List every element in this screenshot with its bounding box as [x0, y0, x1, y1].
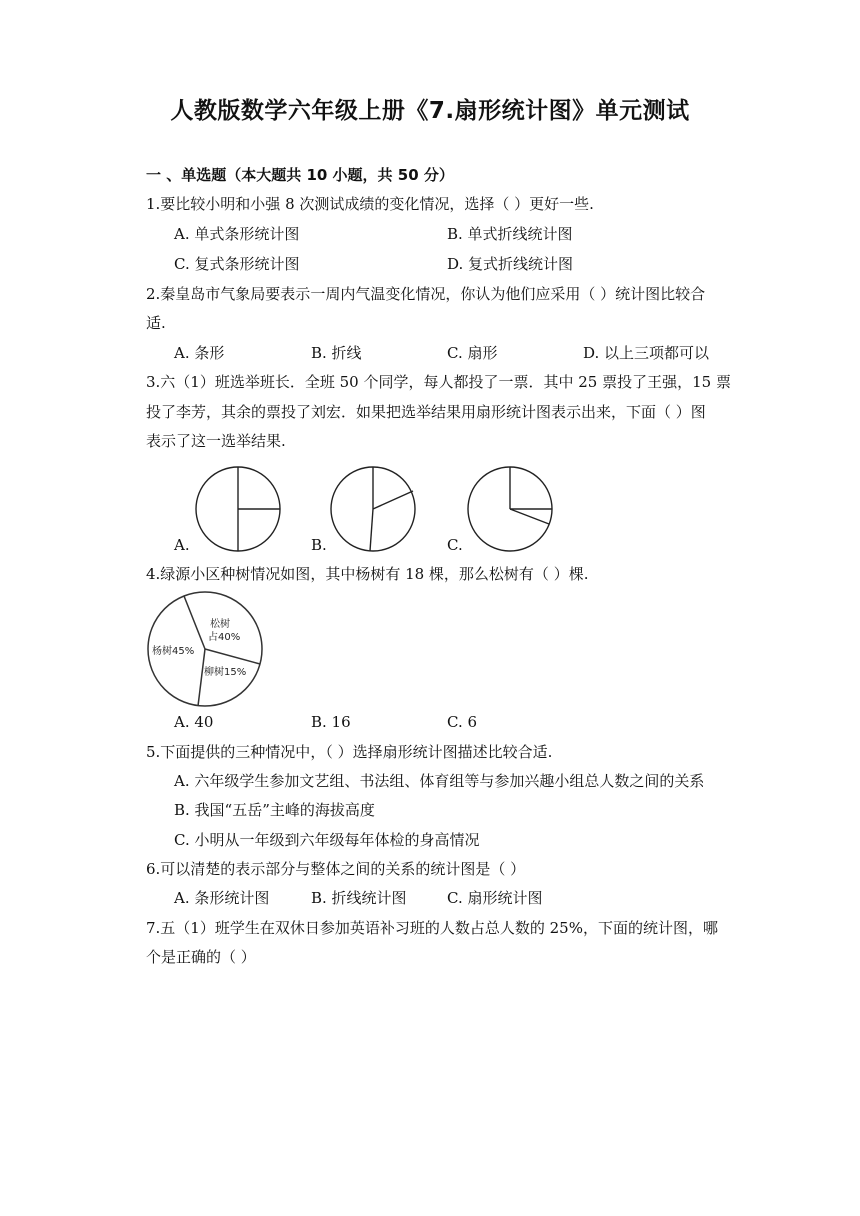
question-5-stem: 5.下面提供的三种情况中，（ ）选择扇形统计图描述比较合适.: [146, 743, 553, 761]
question-2-stem-line1: 2.秦皇岛市气象局要表示一周内气温变化情况，你认为他们应采用（ ）统计图比较合: [146, 285, 706, 303]
q2-option-d: D. 以上三项都可以: [583, 344, 710, 362]
q3-pie-a: [195, 466, 281, 552]
page-title: 人教版数学六年级上册《7.扇形统计图》单元测试: [170, 98, 690, 124]
q1-option-d: D. 复式折线统计图: [447, 255, 574, 273]
question-7-stem-line2: 个是正确的（ ）: [146, 948, 256, 966]
q3-pie-c: [467, 466, 553, 552]
q2-option-a: A. 条形: [174, 344, 225, 362]
q1-option-b: B. 单式折线统计图: [447, 225, 573, 243]
pie-label-liushu: 柳树15%: [204, 667, 247, 678]
pie-label-songshu-pct: 占40%: [208, 632, 241, 643]
q5-option-c: C. 小明从一年级到六年级每年体检的身高情况: [174, 831, 480, 849]
q4-pie-chart: [146, 590, 264, 708]
q2-option-b: B. 折线: [311, 344, 362, 362]
q4-option-b: B. 16: [311, 713, 351, 731]
q1-option-c: C. 复式条形统计图: [174, 255, 300, 273]
pie-label-yangshu: 杨树45%: [152, 646, 195, 657]
q5-option-a: A. 六年级学生参加文艺组、书法组、体育组等与参加兴趣小组总人数之间的关系: [174, 772, 705, 790]
q1-option-a: A. 单式条形统计图: [174, 225, 300, 243]
q4-option-a: A. 40: [174, 713, 214, 731]
question-1-stem: 1.要比较小明和小强 8 次测试成绩的变化情况，选择（ ）更好一些.: [146, 195, 594, 213]
question-3-stem-line3: 表示了这一选举结果.: [146, 432, 286, 450]
question-2-stem-line2: 适.: [146, 314, 166, 332]
question-6-stem: 6.可以清楚的表示部分与整体之间的关系的统计图是（ ）: [146, 860, 526, 878]
q3-option-b: B.: [311, 536, 327, 554]
q5-option-b: B. 我国“五岳”主峰的海拔高度: [174, 801, 375, 819]
q3-pie-b: [330, 466, 416, 552]
question-3-stem-line1: 3.六（1）班选举班长．全班 50 个同学，每人都投了一票．其中 25 票投了王强，15 票: [146, 373, 731, 391]
question-3-stem-line2: 投了李芳，其余的票投了刘宏．如果把选举结果用扇形统计图表示出来，下面（ ）图: [146, 403, 706, 421]
q6-option-c: C. 扇形统计图: [447, 889, 543, 907]
q3-option-a: A.: [174, 536, 190, 554]
section-heading: 一 、单选题（本大题共 10 小题，共 50 分）: [146, 166, 454, 184]
q6-option-b: B. 折线统计图: [311, 889, 407, 907]
q2-option-c: C. 扇形: [447, 344, 498, 362]
q4-option-c: C. 6: [447, 713, 478, 731]
pie-label-songshu: 松树: [210, 619, 230, 630]
q3-option-c: C.: [447, 536, 463, 554]
q6-option-a: A. 条形统计图: [174, 889, 270, 907]
question-7-stem-line1: 7.五（1）班学生在双休日参加英语补习班的人数占总人数的 25%，下面的统计图，哪: [146, 919, 718, 937]
question-4-stem: 4.绿源小区种树情况如图，其中杨树有 18 棵，那么松树有（ ）棵.: [146, 565, 589, 583]
